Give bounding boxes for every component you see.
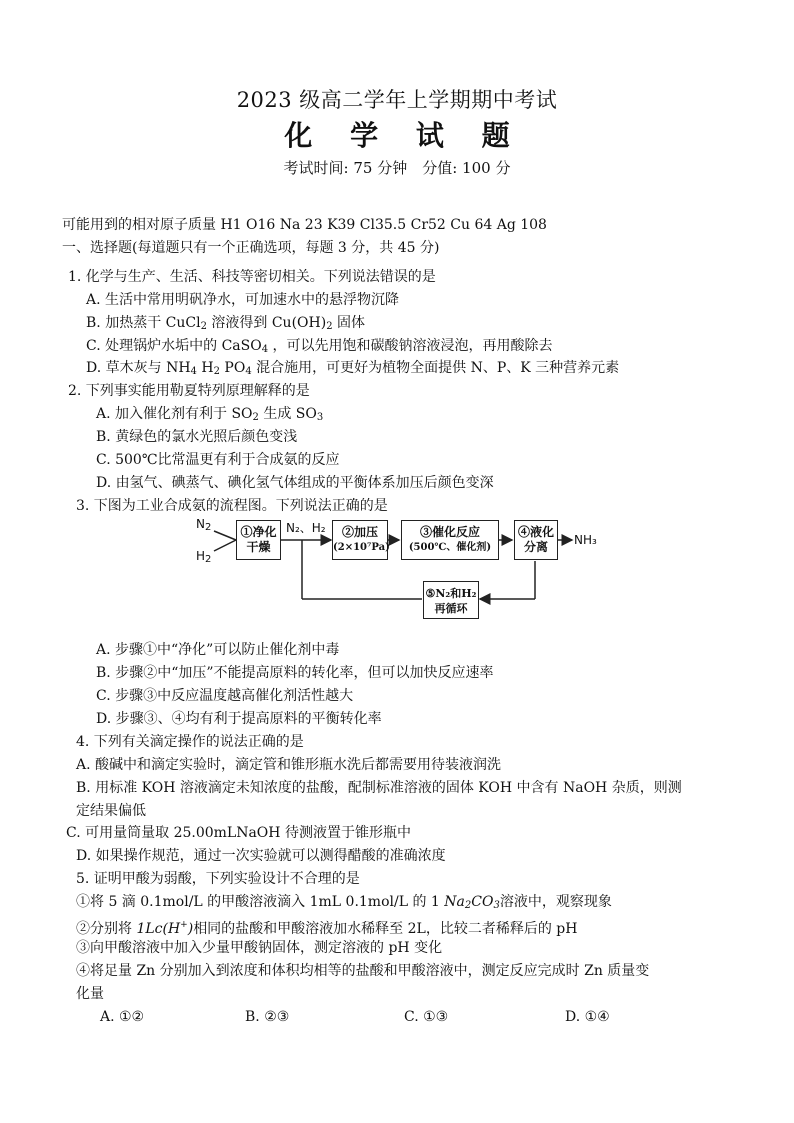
- q5-choice-c: C. ①③: [404, 1009, 449, 1025]
- q1-option-c: C. 处理锅炉水垢中的 CaSO$_4$ ，可以先用饱和碳酸钠溶液浸泡，再用酸除去: [86, 338, 553, 355]
- q2-option-c: C. 500℃比常温更有利于合成氨的反应: [96, 452, 340, 468]
- step5-recycle-box: ⑤N₂和H₂ 再循环: [423, 581, 479, 619]
- n2-h2-mid-label: N₂、H₂: [286, 521, 326, 535]
- q4-stem: 4. 下列有关滴定操作的说法正确的是: [76, 734, 304, 750]
- step3-catalytic-reaction-box: ③催化反应 (500℃、催化剂): [401, 520, 499, 560]
- step1-purify-dry-box: ①净化 干燥: [236, 520, 281, 560]
- q5-choice-d: D. ①④: [565, 1009, 610, 1025]
- q4-option-b-line2: 定结果偏低: [76, 803, 146, 819]
- q2-option-a: A. 加入催化剂有利于 $SO_2$ 生成 $SO_3$: [96, 406, 324, 423]
- q5-choice-b: B. ②③: [245, 1009, 290, 1025]
- input-h2-label: $H_2$: [196, 549, 212, 565]
- q5-statement-1: ①将 5 滴 0.1mol/L 的甲酸溶液滴入 1mL 0.1mol/L 的 1 $Na_2CO_3$溶液中，观察现象: [76, 894, 612, 911]
- step2-compress-box: ②加压 (2×10⁷Pa): [332, 520, 388, 560]
- subject-title: 化 学 试 题: [284, 119, 524, 152]
- step4-liquefy-separate-box: ④液化 分离: [514, 520, 558, 560]
- q3-option-d: D. 步骤③、④均有利于提高原料的平衡转化率: [96, 711, 382, 727]
- q4-option-d: D. 如果操作规范，通过一次实验就可以测得醋酸的准确浓度: [76, 848, 446, 864]
- q2-option-d: D. 由氢气、碘蒸气、碘化氢气体组成的平衡体系加压后颜色变深: [96, 475, 494, 491]
- section-one-heading: 一、选择题(每道题只有一个正确选项，每题 3 分，共 45 分): [62, 240, 440, 256]
- q5-statement-4-line1: ④将足量 Zn 分别加入到浓度和体积均相等的盐酸和甲酸溶液中，测定反应完成时 Zn 质量变: [76, 963, 650, 979]
- atomic-masses-line: 可能用到的相对原子质量 H1 O16 Na 23 K39 Cl35.5 Cr52 Cu 64 Ag 108: [62, 217, 547, 233]
- q5-choice-a: A. ①②: [100, 1009, 145, 1025]
- q5-statement-4-line2: 化量: [76, 986, 104, 1002]
- q3-option-b: B. 步骤②中“加压”不能提高原料的转化率，但可以加快反应速率: [96, 665, 494, 681]
- q3-option-a: A. 步骤①中“净化”可以防止催化剂中毒: [96, 642, 340, 658]
- q1-stem: 1. 化学与生产、生活、科技等密切相关。下列说法错误的是: [68, 269, 436, 285]
- q2-stem: 2. 下列事实能用勒夏特列原理解释的是: [68, 383, 310, 399]
- q2-option-b: B. 黄绿色的氯水光照后颜色变浅: [96, 429, 298, 445]
- ammonia-synthesis-flowchart: [196, 513, 616, 615]
- q1-option-b: B. 加热蒸干 CuCl$_2$ 溶液得到 $Cu(OH)_2$ 固体: [86, 315, 366, 332]
- q4-option-b-line1: B. 用标准 KOH 溶液滴定未知浓度的盐酸，配制标准溶液的固体 KOH 中含有 NaOH 杂质，则测: [76, 780, 682, 796]
- q3-option-c: C. 步骤③中反应温度越高催化剂活性越大: [96, 688, 354, 704]
- q1-option-a: A. 生活中常用明矾净水，可加速水中的悬浮物沉降: [86, 292, 400, 308]
- q5-stem: 5. 证明甲酸为弱酸，下列实验设计不合理的是: [76, 871, 360, 887]
- exam-title: 2023 级高二学年上学期期中考试: [236, 88, 558, 112]
- q5-statement-2: ②分别将 1Lc(H+)相同的盐酸和甲酸溶液加水稀释至 2L，比较二者稀释后的 pH: [76, 920, 578, 937]
- exam-time-info: 考试时间: 75 分钟 分值: 100 分: [283, 159, 511, 177]
- input-n2-label: $N_2$: [196, 517, 212, 533]
- q4-option-a: A. 酸碱中和滴定实验时，滴定管和锥形瓶水洗后都需要用待装液润洗: [76, 757, 502, 773]
- q5-statement-3: ③向甲酸溶液中加入少量甲酸钠固体，测定溶液的 pH 变化: [76, 940, 443, 956]
- q3-stem: 3. 下图为工业合成氨的流程图。下列说法正确的是: [76, 498, 388, 514]
- q1-option-d: D. 草木灰与 $NH_4$ $H_2$ $PO_4$ 混合施用，可更好为植物全面提供 N、P、K 三种营养元素: [86, 360, 620, 377]
- nh3-output-label: NH₃: [574, 533, 597, 547]
- q4-option-c: C. 可用量筒量取 25.00mLNaOH 待测液置于锥形瓶中: [66, 825, 411, 841]
